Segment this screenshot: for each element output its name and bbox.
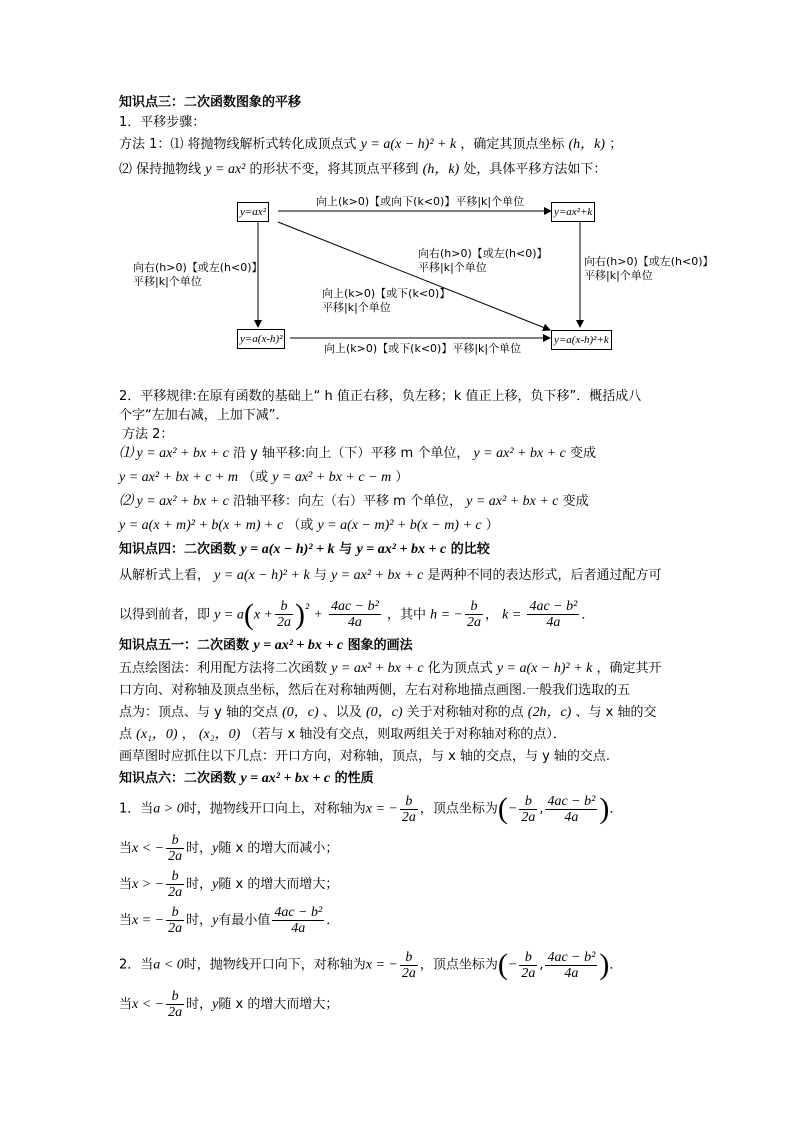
label-left-arrow-1: 向右(h>0)【或左(h<0)】 <box>133 261 263 274</box>
label-diagonal-2a: 向上(k>0)【或下(k<0)】 <box>322 287 451 300</box>
method2-line-2: y = ax² + bx + c + m （或 y = ax² + bx + c − m ） <box>119 470 409 485</box>
box-y-ax2-plus-k: y=ax²+k <box>551 202 595 222</box>
label-right-arrow-1: 向右(h>0)【或左(h<0)】 <box>584 255 714 268</box>
section-heading-6: 知识点六：二次函数 y = ax² + bx + c 的性质 <box>119 771 374 786</box>
fraction-b-over-2a: $\frac{b}{2a}$ <box>277 599 291 631</box>
method1-line: 方法 1：⑴ 将抛物线解析式转化成顶点式 y = a(x − h)² + k ，确定其顶点坐标 (h，k) ； <box>119 137 623 152</box>
k4-line-2: 以得到前者，即 y = a(x + $\frac{b}{2a}$ )$^{^2}$ + $\frac{\text{4ac − b²}}{4a}$ ，其中 h = − $\frac{b}{2a}$ ， k = $\frac{\text{4ac − b²}}{4a}$ ． <box>119 597 595 631</box>
fraction-4ac-b2-over-4a: $\frac{\text{4ac − b²}}{4a}$ <box>330 599 379 631</box>
label-diagonal-2b: 平移|k|个单位 <box>322 301 391 314</box>
property-1b: 当x > − $\frac{b}{2a}$ 时，y随 x 的增大而增大； <box>119 869 339 900</box>
k5-line-3: 点为：顶点、与 y 轴的交点 (0，c) 、以及 (0，c) 关于对称轴对称的点 (2h，c) 、与 x 轴的交 <box>119 705 657 720</box>
property-1c: 当x = − $\frac{b}{2a}$ 时，y有最小值 $\frac{\text{4ac − b²}}{4a}$ ． <box>119 905 340 936</box>
label-top-arrow: 向上(k>0)【或向下(k<0)】平移|k|个单位 <box>316 195 525 208</box>
k4-line-1: 从解析式上看， y = a(x − h)² + k 与 y = ax² + bx + c 是两种不同的表达形式，后者通过配方可 <box>119 568 662 583</box>
box-y-ax2: y=ax² <box>237 202 269 222</box>
box-y-a-x-h-sq: y=a(x-h)² <box>237 329 285 349</box>
property-2a: 当x < − $\frac{b}{2a}$ 时，y随 x 的增大而增大； <box>119 989 339 1020</box>
section-heading-4: 知识点四：二次函数 y = a(x − h)² + k 与 y = ax² + bx + c 的比较 <box>119 542 490 557</box>
method1b-line: ⑵ 保持抛物线 y = ax² 的形状不变，将其顶点平移到 (h，k) 处，具体平移方法如下： <box>119 162 607 177</box>
method2-line-1: ⑴ y = ax² + bx + c 沿 y 轴平移:向上（下）平移 m 个单位， y = ax² + bx + c 变成 <box>119 446 597 461</box>
k5-line-2: 口方向、对称轴及顶点坐标，然后在对称轴两侧，左右对称地描点画图.一般我们选取的五 <box>119 683 631 698</box>
vertex-form-formula: y = a(x − h)² + k <box>360 137 457 152</box>
method2-line-4: y = a(x + m)² + b(x + m) + c （或 y = a(x − m)² + b(x − m) + c ） <box>119 518 499 533</box>
steps-title: 1．平移步骤： <box>119 115 206 130</box>
k5-line-4: 点 (x₁，0) ， (x₂，0) （若与 x 轴没有交点，则取两组关于对称轴对称的点）． <box>119 727 566 742</box>
rule-line-2: 个字“左加右减，上加下减”． <box>119 408 289 423</box>
method2-title: 方法 2： <box>122 427 174 442</box>
label-bottom-arrow: 向上(k>0)【或下(k<0)】平移|k|个单位 <box>324 342 522 355</box>
label-left-arrow-2: 平移|k|个单位 <box>133 275 202 288</box>
section-heading-5-1: 知识点五一：二次函数 y = ax² + bx + c 图象的画法 <box>119 638 413 653</box>
property-2: 2．当a < 0时，抛物线开口向下，对称轴为x = − $\frac{b}{2a}$ ，顶点坐标为(− $\frac{b}{2a}$ , $\frac{\text{4ac − b²}}{4a}$ )． <box>119 948 623 981</box>
method2-line-3: ⑵ y = ax² + bx + c 沿轴平移：向左（右）平移 m 个单位， y = ax² + bx + c 变成 <box>119 494 589 509</box>
section-heading-3: 知识点三：二次函数图象的平移 <box>119 95 302 110</box>
property-1: 1．当a > 0时，抛物线开口向上，对称轴为x = − $\frac{b}{2a}$ ，顶点坐标为(− $\frac{b}{2a}$ , $\frac{\text{4ac − b²}}{4a}$ )． <box>119 792 623 825</box>
k5-line-1: 五点绘图法：利用配方法将二次函数 y = ax² + bx + c 化为顶点式 y = a(x − h)² + k ，确定其开 <box>119 661 662 676</box>
label-right-arrow-2: 平移|k|个单位 <box>584 269 653 282</box>
arrow-diagonal <box>278 222 550 330</box>
box-y-a-x-h-sq-plus-k: y=a(x-h)²+k <box>551 330 612 350</box>
rule-line-1: 2．平移规律:在原有函数的基础上“ h 值正右移，负左移；k 值正上移，负下移”．概括成八 <box>119 389 642 404</box>
k5-line-5: 画草图时应抓住以下几点：开口方向，对称轴，顶点，与 x 轴的交点，与 y 轴的交点. <box>119 749 611 764</box>
label-diagonal-1a: 向右(h>0)【或左(h<0)】 <box>418 247 548 260</box>
property-1a: 当x < − $\frac{b}{2a}$ 时，y随 x 的增大而减小； <box>119 833 339 864</box>
label-diagonal-1b: 平移|k|个单位 <box>418 261 487 274</box>
